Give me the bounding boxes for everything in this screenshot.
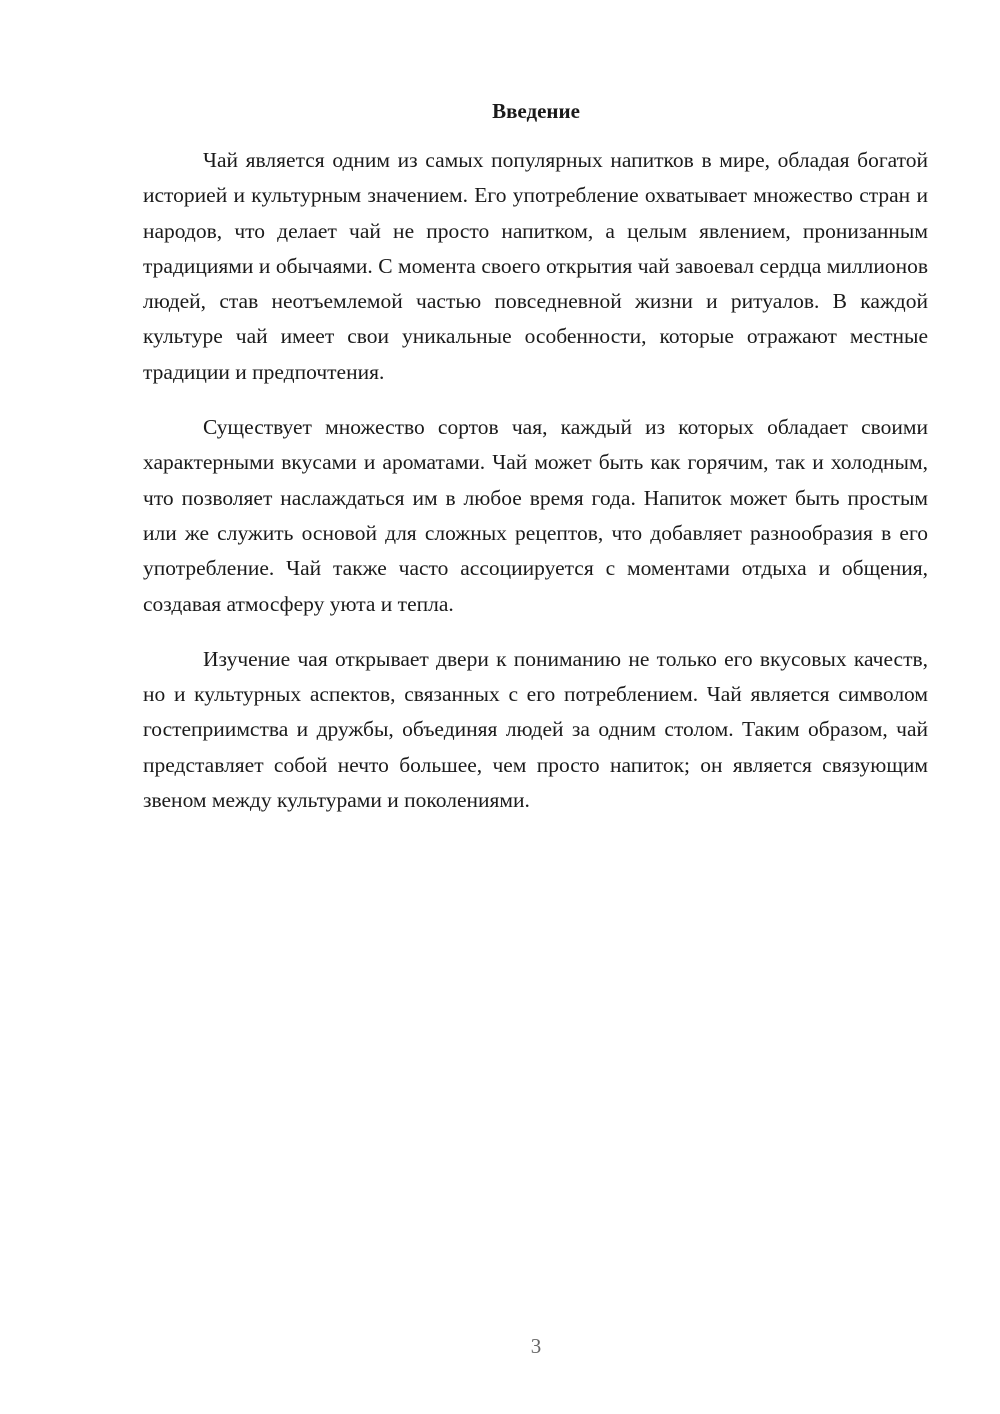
page-number: 3 [530, 1334, 542, 1358]
section-title: Введение [492, 99, 580, 123]
paragraph-3: Изучение чая открывает двери к пониманию не только его вкусовых качеств, но и культурных аспектов, связанных с его потреблением. Чай является символом гостеприимства и дружбы, объединяя людей за одним столом. Таким образом, чай представляет собой нечто большее, чем просто напиток; он является связующим звеном между культурами и поколениями. [143, 646, 928, 813]
paragraph-2: Существует множество сортов чая, каждый из которых обладает своими характерными вкусами и ароматами. Чай может быть как горячим, так и холодным, что позволяет наслаждаться им в любое время года. Напиток может быть простым или же служить основой для сложных рецептов, что добавляет разнообразия в его употребление. Чай также часто ассоциируется с моментами отдыха и общения, создавая атмосферу уюта и тепла. [143, 415, 928, 616]
paragraph-1: Чай является одним из самых популярных напитков в мире, обладая богатой историей и культурным значением. Его употребление охватывает множество стран и народов, что делает чай не просто напитком, а целым явлением, пронизанным традициями и обычаями. С момента своего открытия чай завоевал сердца миллионов людей, став неотъемлемой частью повседневной жизни и ритуалов. В каждой культуре чай имеет свои уникальные особенности, которые отражают местные традиции и предпочтения. [143, 148, 928, 384]
body-text [143, 143, 928, 838]
